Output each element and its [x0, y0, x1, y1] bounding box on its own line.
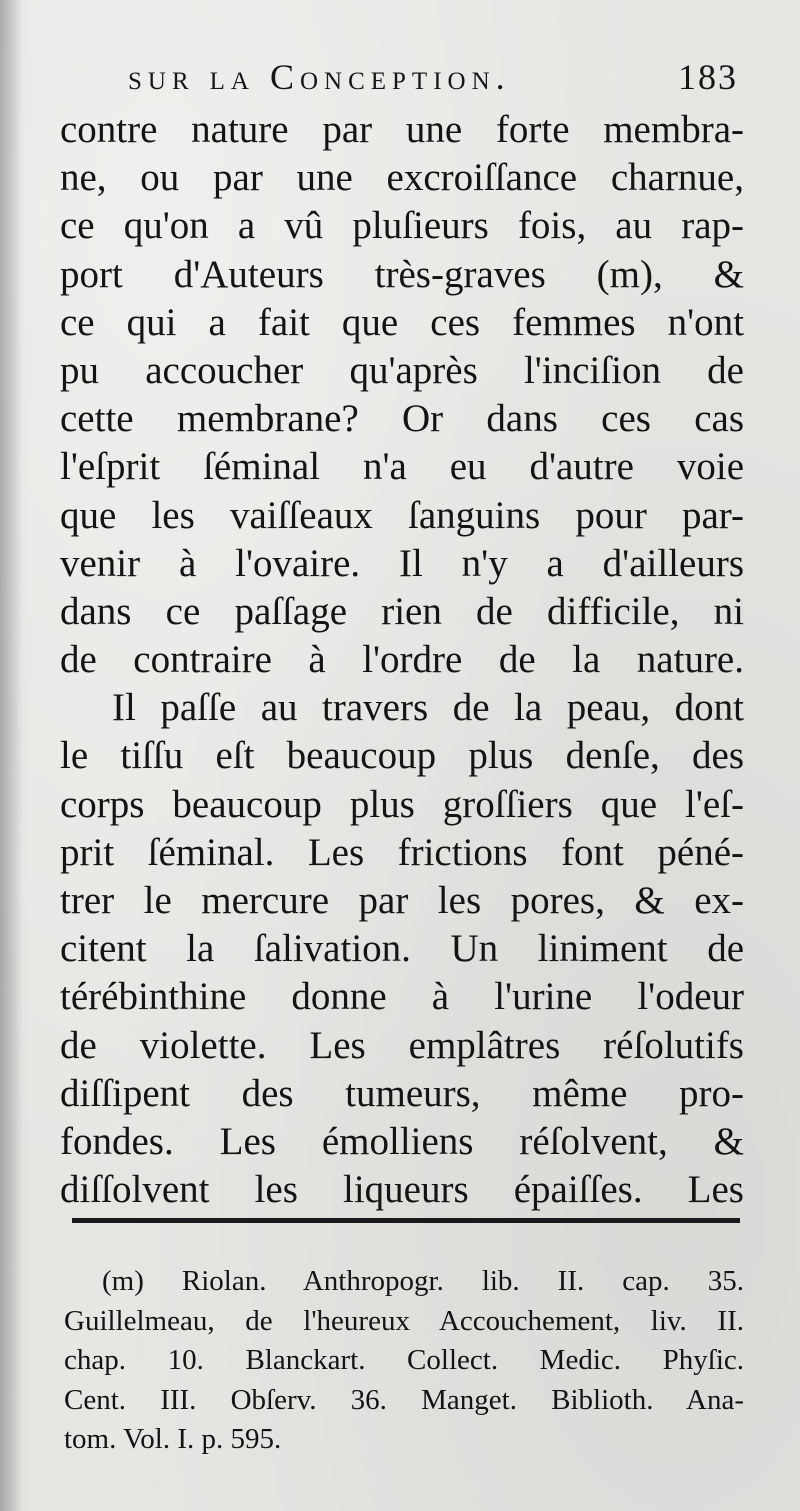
footnote-line: Guillelmeau, de l'heureux Accouchement, liv. II.	[64, 1304, 744, 1337]
text-line: ne, ou par une excroiſſance charnue,	[60, 156, 744, 200]
footnote-line: Cent. III. Obſerv. 36. Manget. Biblioth. Ana-	[64, 1383, 744, 1416]
text-line: le tiſſu eſt beaucoup plus denſe, des	[60, 734, 744, 778]
text-line: l'eſprit ſéminal n'a eu d'autre voie	[60, 445, 744, 489]
page-gutter-shadow	[0, 0, 22, 1511]
footnote-line: chap. 10. Blanckart. Collect. Medic. Phyſic.	[64, 1344, 744, 1376]
text-line: fondes. Les émolliens réſolvent, &	[60, 1119, 744, 1163]
text-line: cette membrane? Or dans ces cas	[60, 397, 744, 441]
page-number: 183	[678, 57, 738, 97]
text-line: de contraire à l'ordre de la nature.	[60, 638, 744, 682]
paragraph-start-line: Il paſſe au travers de la peau, dont	[112, 686, 744, 730]
text-line: port d'Auteurs très-graves (m), &	[60, 252, 744, 296]
footnote-line: tom. Vol. I. p. 595.	[64, 1423, 282, 1455]
text-line: trer le mercure par les pores, & ex-	[60, 879, 744, 922]
running-head-title: sur la Conception.	[128, 57, 511, 97]
text-line: ce qui a fait que ces femmes n'ont	[60, 300, 744, 344]
text-line: venir à l'ovaire. Il n'y a d'ailleurs	[60, 541, 744, 585]
text-line: dans ce paſſage rien de difficile, ni	[60, 589, 744, 633]
text-line: diſſolvent les liqueurs épaiſſes. Les	[60, 1168, 744, 1212]
text-line: prit ſéminal. Les frictions font péné-	[60, 830, 744, 874]
text-line: de violette. Les emplâtres réſolutifs	[60, 1023, 744, 1067]
text-line: citent la ſalivation. Un liniment de	[60, 927, 744, 971]
text-line: diſſipent des tumeurs, même pro-	[60, 1071, 744, 1115]
running-head	[128, 56, 738, 100]
main-text	[60, 106, 744, 1214]
text-line: pu accoucher qu'après l'inciſion de	[60, 348, 744, 392]
footnote-line: (m) Riolan. Anthropogr. lib. II. cap. 35.	[102, 1265, 744, 1297]
footnotes	[64, 1262, 744, 1460]
text-line: ce qu'on a vû pluſieurs fois, au rap-	[60, 204, 744, 248]
text-line: corps beaucoup plus groſſiers que l'eſ-	[60, 782, 744, 826]
text-line: que les vaiſſeaux ſanguins pour par-	[60, 493, 744, 537]
footnote-divider	[72, 1218, 740, 1223]
text-line: térébinthine donne à l'urine l'odeur	[60, 975, 744, 1019]
text-line: contre nature par une forte membra-	[60, 108, 744, 151]
